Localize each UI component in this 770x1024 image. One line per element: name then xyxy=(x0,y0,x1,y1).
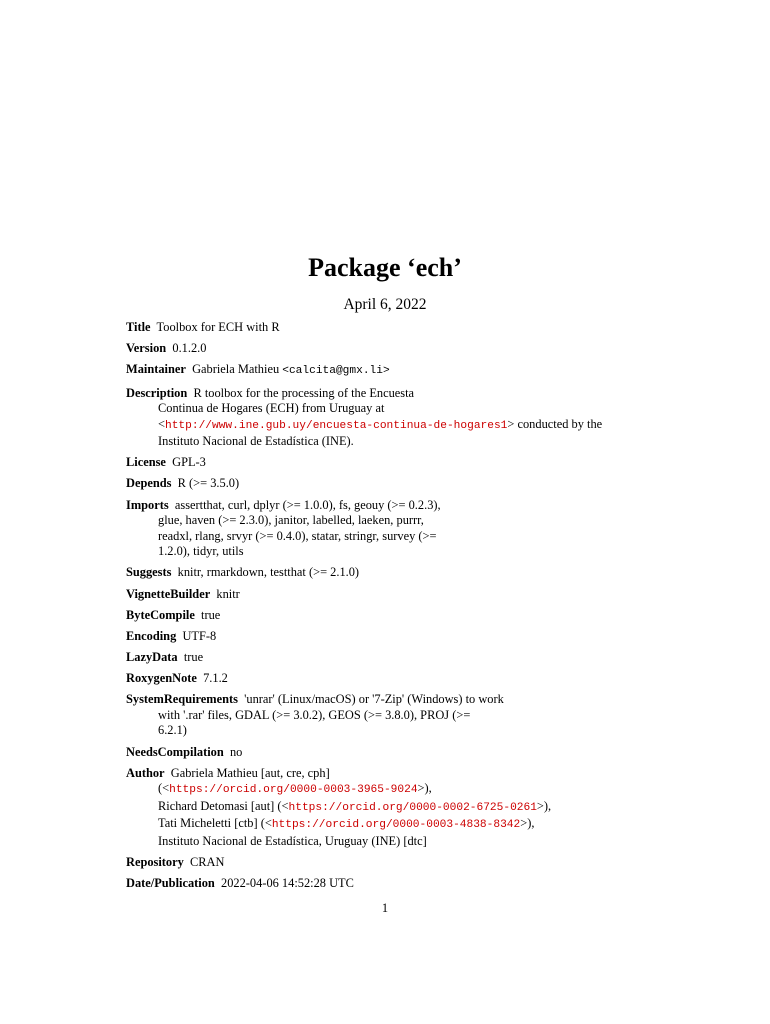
author-orcid-close: >), xyxy=(536,798,552,813)
field-maintainer xyxy=(126,362,646,380)
imports-line: 1.2.0), tidyr, utils xyxy=(158,544,244,559)
page-date: April 6, 2022 xyxy=(343,296,427,313)
field-key: License xyxy=(126,455,166,470)
field-value: CRAN xyxy=(190,855,225,869)
field-vignettebuilder xyxy=(126,587,646,603)
field-systemrequirements xyxy=(126,692,646,739)
field-key: SystemRequirements xyxy=(126,692,238,707)
field-key: Date/Publication xyxy=(126,876,215,891)
description-url-link[interactable]: http://www.ine.gub.uy/encuesta-continua-de-hogares1 xyxy=(165,419,508,432)
sysreq-line: 6.2.1) xyxy=(158,723,187,738)
sysreq-line: with '.rar' files, GDAL (>= 3.0.2), GEOS (>= 3.8.0), PROJ (>= xyxy=(158,707,471,722)
field-value: no xyxy=(229,744,243,759)
description-line: R toolbox for the processing of the Encuesta xyxy=(193,385,415,400)
maintainer-name: Gabriela Mathieu xyxy=(192,362,280,377)
author-line: Richard Detomasi [aut] (< xyxy=(158,798,289,813)
maintainer-email-open: < xyxy=(282,365,289,378)
field-key: Description xyxy=(126,385,188,400)
imports-line: glue, haven (>= 2.3.0), janitor, labelled, laeken, purrr, xyxy=(158,513,424,528)
field-description xyxy=(126,386,646,450)
field-value: true xyxy=(183,650,204,665)
field-bytecompile xyxy=(126,608,646,624)
author-orcid-open: (< xyxy=(158,781,170,796)
field-value: 2022-04-06 14:52:28 UTC xyxy=(221,876,354,891)
maintainer-email-close: > xyxy=(382,365,390,378)
field-key: RoxygenNote xyxy=(126,671,197,686)
author-orcid-link[interactable]: https://orcid.org/0000-0003-4838-8342 xyxy=(271,819,521,832)
description-line: > conducted by the xyxy=(507,416,603,431)
field-lazydata xyxy=(126,650,646,666)
page-title: Package ‘ech’ xyxy=(308,253,462,282)
field-key: Depends xyxy=(126,476,172,491)
field-needscompilation xyxy=(126,745,646,761)
field-value: R (>= 3.5.0) xyxy=(177,476,240,491)
sysreq-line: 'unrar' (Linux/macOS) or '7-Zip' (Windows) to work xyxy=(244,692,504,707)
field-value: Toolbox for ECH with R xyxy=(156,320,280,334)
author-line: Instituto Nacional de Estadística, Uruguay (INE) [dtc] xyxy=(158,833,427,848)
author-orcid-close: >), xyxy=(417,781,432,796)
description-line: Instituto Nacional de Estadística (INE). xyxy=(158,434,354,449)
author-orcid-link[interactable]: https://orcid.org/0000-0002-6725-0261 xyxy=(288,801,537,814)
author-orcid-link[interactable]: https://orcid.org/0000-0003-3965-9024 xyxy=(169,784,418,797)
author-line: Gabriela Mathieu [aut, cre, cph] xyxy=(170,765,330,780)
imports-line: readxl, rlang, srvyr (>= 0.4.0), statar, stringr, survey (>= xyxy=(158,528,437,543)
field-key: Maintainer xyxy=(126,362,186,377)
field-key: Author xyxy=(126,765,165,780)
field-imports xyxy=(126,498,646,560)
maintainer-email: calcita@gmx.li xyxy=(288,365,383,378)
field-value: UTF-8 xyxy=(182,628,217,643)
field-version xyxy=(126,341,646,357)
imports-line: assertthat, curl, dplyr (>= 1.0.0), fs, geouy (>= 0.2.3), xyxy=(174,497,441,512)
field-key: Encoding xyxy=(126,628,177,643)
field-value: knitr xyxy=(216,586,240,601)
field-key: Title xyxy=(126,320,151,334)
field-key: NeedsCompilation xyxy=(126,744,224,759)
description-url-open: < xyxy=(158,416,165,431)
field-key: VignetteBuilder xyxy=(126,586,211,601)
page-number: 1 xyxy=(381,901,389,915)
field-depends xyxy=(126,476,646,492)
field-key: LazyData xyxy=(126,650,178,665)
field-repository xyxy=(126,855,646,871)
field-value: knitr, rmarkdown, testthat (>= 2.1.0) xyxy=(177,565,360,580)
field-key: Imports xyxy=(126,497,169,512)
field-encoding xyxy=(126,629,646,645)
field-suggests xyxy=(126,565,646,581)
field-value: 0.1.2.0 xyxy=(172,341,207,356)
field-key: ByteCompile xyxy=(126,607,195,622)
description-fields xyxy=(126,320,646,897)
field-roxygennote xyxy=(126,671,646,687)
field-key: Suggests xyxy=(126,565,172,580)
field-datepublication xyxy=(126,876,646,892)
field-title xyxy=(126,320,646,336)
description-line: Continua de Hogares (ECH) from Uruguay at xyxy=(158,401,385,416)
field-value: 7.1.2 xyxy=(203,671,228,686)
field-license xyxy=(126,455,646,471)
field-key: Version xyxy=(126,341,167,356)
field-key: Repository xyxy=(126,855,184,869)
author-orcid-close: >), xyxy=(520,816,535,831)
author-line: Tati Micheletti [ctb] (< xyxy=(158,816,272,831)
field-value: GPL-3 xyxy=(172,455,206,470)
field-value: true xyxy=(201,607,221,622)
field-author xyxy=(126,766,646,850)
